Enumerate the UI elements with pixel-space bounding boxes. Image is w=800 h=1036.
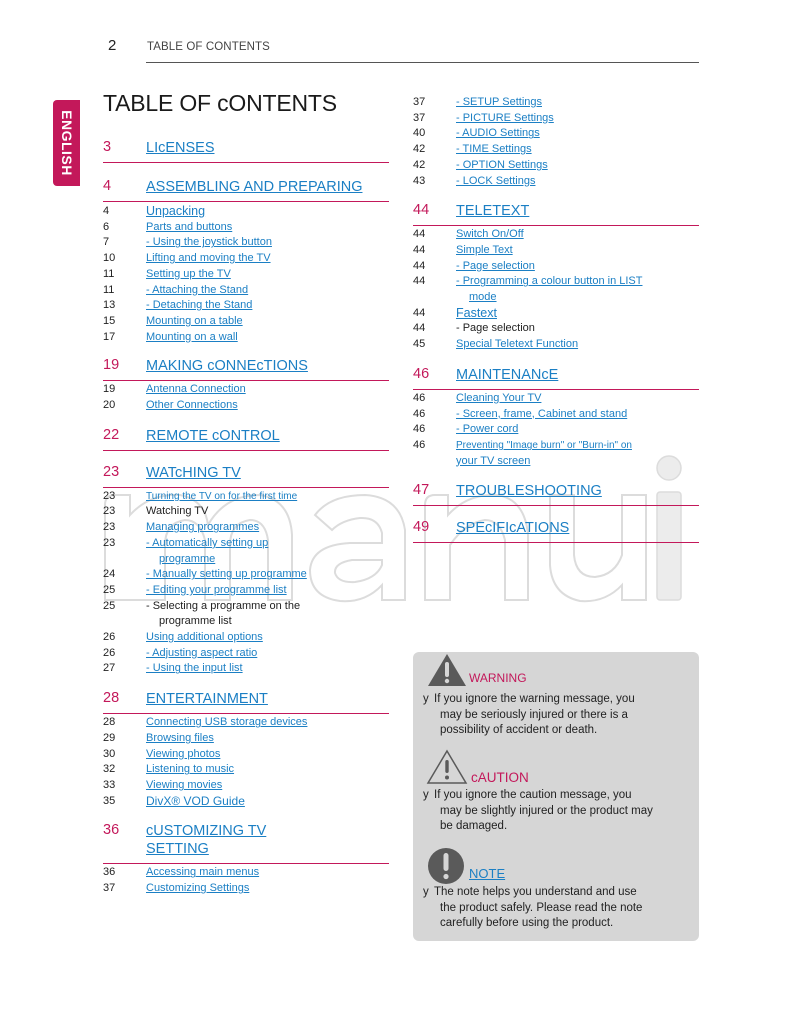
entry-link[interactable]: Unpacking — [146, 204, 206, 218]
entry-link[interactable]: - Manually setting up programme — [146, 568, 307, 581]
entry-text: - Selecting a programme on the — [146, 599, 301, 612]
toc-section-troubleshooting[interactable] — [413, 482, 699, 506]
toc-entry[interactable] — [413, 174, 699, 190]
note-text-line: the product safely. Please read the note — [440, 901, 643, 914]
entry-page-number: 44 — [413, 243, 426, 256]
entry-link[interactable]: Setting up the TV — [146, 267, 231, 280]
entry-text-continued: programme list — [159, 615, 232, 628]
entry-page-number: 37 — [413, 96, 426, 108]
toc-entry[interactable] — [103, 298, 389, 314]
running-title: TABLE OF CONTENTS — [147, 41, 270, 53]
toc-entry[interactable] — [103, 267, 389, 283]
toc-entry[interactable] — [103, 731, 389, 747]
continued-entries — [413, 95, 699, 189]
section-link[interactable]: ASSEMBLING AND PREPARING — [146, 179, 363, 195]
page-number: 2 — [108, 37, 117, 54]
entry-link[interactable]: Viewing movies — [146, 778, 223, 791]
entry-page-number: 19 — [103, 383, 116, 396]
section-link[interactable]: cUSTOMIZING TV SETTING — [146, 823, 267, 858]
entry-page-number: 26 — [103, 646, 116, 659]
caution-triangle-icon — [426, 749, 468, 785]
entry-link[interactable]: - PICTURE Settings — [456, 111, 554, 124]
toc-entry[interactable] — [103, 251, 389, 267]
toc-entry[interactable] — [413, 337, 699, 353]
entry-link[interactable]: - Automatically setting up — [146, 536, 269, 549]
entry-page-number: 37 — [413, 111, 426, 124]
language-tab — [53, 100, 80, 186]
toc-entry[interactable] — [103, 630, 389, 646]
entry-page-number: 33 — [103, 778, 116, 791]
section-link[interactable]: ENTERTAINMENT — [146, 691, 268, 708]
entry-link-continued[interactable]: mode — [469, 291, 497, 304]
toc-section-teletext — [413, 202, 699, 353]
toc-entry[interactable] — [103, 314, 389, 330]
toc-entry[interactable] — [103, 382, 389, 398]
entry-page-number: 11 — [103, 267, 115, 280]
entry-page-number: 6 — [103, 220, 110, 233]
section-page-number: 19 — [103, 357, 120, 374]
toc-entry — [413, 321, 699, 337]
section-link[interactable]: MAKING cONNEcTIONS — [146, 358, 308, 375]
caution-text-line: be damaged. — [440, 820, 508, 833]
language-tab-label: ENGLISH — [58, 110, 75, 176]
entry-page-number: 44 — [413, 306, 426, 319]
entry-page-number: 44 — [413, 259, 426, 272]
entry-link[interactable]: - Editing your programme list — [146, 583, 287, 596]
entry-link[interactable]: Customizing Settings — [146, 882, 250, 895]
entry-page-number: 4 — [103, 205, 110, 217]
bullet: y — [423, 789, 429, 801]
entry-page-number: 11 — [103, 283, 115, 296]
entry-page-number: 46 — [413, 438, 426, 451]
entry-link[interactable]: - Attaching the Stand — [146, 283, 249, 296]
entry-page-number: 44 — [413, 322, 426, 335]
toc-entry[interactable] — [103, 583, 389, 599]
toc-entry[interactable] — [103, 567, 389, 583]
section-page-number: 28 — [103, 690, 120, 707]
entry-page-number: 15 — [103, 314, 116, 327]
header-divider — [146, 62, 699, 63]
entry-link[interactable]: Mounting on a table — [146, 314, 243, 327]
note-text — [423, 885, 693, 932]
entry-page-number: 36 — [103, 866, 116, 879]
entry-link[interactable]: Listening to music — [146, 763, 235, 776]
caution-text — [423, 788, 693, 835]
entry-link[interactable]: DivX® VOD Guide — [146, 793, 245, 808]
entry-link[interactable]: Switch On/Off — [456, 228, 524, 241]
warning-text-line: may be seriously injured or there is a — [440, 708, 628, 721]
entry-link[interactable]: Simple Text — [456, 243, 513, 256]
toc-entry[interactable] — [103, 747, 389, 763]
toc-entry[interactable] — [413, 274, 699, 305]
entry-page-number: 44 — [413, 275, 426, 288]
section-link[interactable]: MAINTENANcE — [456, 366, 559, 383]
section-page-number: 4 — [103, 178, 112, 194]
entry-page-number: 23 — [103, 521, 116, 534]
entry-link[interactable]: Mounting on a wall — [146, 330, 238, 343]
entry-page-number: 20 — [103, 399, 116, 412]
note-label[interactable]: NOTE — [469, 866, 506, 881]
toc-entry[interactable] — [413, 227, 699, 243]
entry-page-number: 43 — [413, 174, 426, 187]
entry-link[interactable]: - Power cord — [456, 423, 519, 436]
toc-section-watching — [103, 464, 389, 677]
toc-entry[interactable] — [103, 794, 389, 810]
entry-page-number: 26 — [103, 631, 116, 644]
toc-entry[interactable] — [413, 306, 699, 322]
section-link[interactable]: REMOTE cONTROL — [146, 427, 280, 444]
entry-link[interactable]: - Programming a colour button in LIST — [456, 275, 643, 288]
entry-page-number: 29 — [103, 731, 116, 744]
entry-page-number: 23 — [103, 505, 116, 518]
entry-link[interactable]: - SETUP Settings — [456, 96, 542, 108]
entry-text: Watching TV — [146, 505, 209, 518]
entry-link[interactable]: Managing programmes — [146, 521, 260, 534]
entry-link[interactable]: - Detaching the Stand — [146, 299, 253, 312]
entry-link-continued[interactable]: programme — [159, 552, 216, 565]
entry-link[interactable]: - TIME Settings — [456, 143, 532, 156]
entry-link[interactable]: Browsing files — [146, 731, 214, 744]
toc-entry[interactable] — [103, 283, 389, 299]
exclamation-circle-icon — [427, 847, 465, 885]
section-page-number: 47 — [413, 482, 430, 499]
section-link[interactable]: SPEcIFIcATIONS — [456, 520, 570, 537]
entry-link[interactable]: Turning the TV on for the first time — [146, 490, 298, 502]
toc-section-maintenance — [413, 366, 699, 470]
section-link[interactable]: TROUBLESHOOTING — [456, 483, 602, 500]
section-page-number: 3 — [103, 139, 112, 155]
warning-text — [423, 692, 693, 739]
entry-page-number: 37 — [103, 882, 116, 895]
toc-entry[interactable] — [103, 398, 389, 414]
entry-page-number: 17 — [103, 330, 116, 343]
entry-link[interactable]: - Adjusting aspect ratio — [146, 646, 258, 659]
entry-page-number: 25 — [103, 599, 116, 612]
toc-entry[interactable] — [103, 489, 389, 505]
entry-link[interactable]: - AUDIO Settings — [456, 127, 540, 140]
toc-entry[interactable] — [413, 158, 699, 174]
toc-entry[interactable] — [413, 95, 699, 111]
entry-link-continued[interactable]: your TV screen — [456, 454, 531, 467]
section-page-number: 22 — [103, 426, 120, 443]
toc-entry[interactable] — [103, 881, 389, 897]
toc-section-specifications[interactable] — [413, 519, 699, 543]
toc-entry[interactable] — [413, 438, 699, 469]
entry-link[interactable]: - Screen, frame, Cabinet and stand — [456, 407, 628, 420]
bullet: y — [423, 886, 429, 898]
entry-link[interactable]: Lifting and moving the TV — [146, 252, 271, 265]
entry-link[interactable]: Preventing "Image burn" or "Burn-in" on — [456, 439, 632, 451]
toc-right-column — [413, 95, 699, 543]
toc-entry[interactable] — [103, 762, 389, 778]
toc-entry[interactable] — [413, 142, 699, 158]
entry-page-number: 28 — [103, 716, 116, 729]
entry-link[interactable]: Cleaning Your TV — [456, 391, 542, 404]
toc-entry[interactable] — [103, 536, 389, 567]
entry-page-number: 32 — [103, 763, 116, 776]
toc-entry[interactable] — [413, 407, 699, 423]
toc-entry[interactable] — [103, 661, 389, 677]
toc-section-connections — [103, 357, 389, 413]
warning-triangle-icon — [427, 653, 467, 687]
entry-link[interactable]: Fastext — [456, 305, 497, 320]
entry-link[interactable]: Accessing main menus — [146, 866, 260, 879]
toc-entry[interactable] — [103, 715, 389, 731]
entry-link[interactable]: Parts and buttons — [146, 220, 233, 233]
entry-link[interactable]: Viewing photos — [146, 747, 221, 760]
caution-label: cAUTION — [471, 770, 529, 785]
section-link[interactable]: WATcHING TV — [146, 464, 241, 481]
entry-page-number: 46 — [413, 423, 426, 436]
section-link[interactable]: LIcENSES — [146, 140, 215, 156]
entry-page-number: 46 — [413, 391, 426, 404]
toc-entry[interactable] — [103, 865, 389, 881]
warning-text-line: possibility of accident or death. — [440, 724, 598, 737]
entry-page-number: 23 — [103, 536, 116, 549]
entry-link[interactable]: - Using the input list — [146, 662, 243, 675]
entry-page-number: 30 — [103, 747, 116, 760]
entry-page-number: 40 — [413, 127, 426, 140]
entry-page-number: 27 — [103, 662, 116, 675]
toc-section-customizing — [103, 822, 389, 896]
toc-entry[interactable] — [103, 235, 389, 251]
section-link[interactable]: TELETEXT — [456, 203, 530, 220]
toc-section-licenses[interactable] — [103, 139, 389, 165]
toc-left-column — [103, 139, 389, 897]
section-page-number: 46 — [413, 365, 430, 382]
caution-text-line: If you ignore the caution message, you — [434, 789, 632, 801]
page-title: TABLE OF cONTENTS — [103, 90, 337, 116]
toc-entry[interactable] — [103, 220, 389, 236]
entry-page-number: 23 — [103, 489, 116, 502]
entry-page-number: 24 — [103, 568, 116, 581]
toc-entry[interactable] — [103, 330, 389, 346]
toc-section-assembling — [103, 178, 389, 345]
entry-page-number: 25 — [103, 583, 116, 596]
section-page-number: 36 — [103, 822, 120, 839]
entry-link[interactable]: Antenna Connection — [146, 383, 246, 396]
entry-link[interactable]: Using additional options — [146, 631, 263, 644]
entry-page-number: 45 — [413, 338, 426, 351]
entry-page-number: 46 — [413, 407, 426, 420]
section-page-number: 44 — [413, 202, 430, 219]
toc-entry[interactable] — [413, 391, 699, 407]
note-text-line: carefully before using the product. — [440, 917, 614, 930]
entry-page-number: 35 — [103, 794, 116, 807]
toc-entry[interactable] — [413, 243, 699, 259]
toc-entry[interactable] — [413, 111, 699, 127]
warning-text-line: If you ignore the warning message, you — [434, 693, 635, 705]
entry-link[interactable]: Other Connections — [146, 399, 238, 412]
section-page-number: 23 — [103, 463, 120, 480]
toc-entry[interactable] — [413, 259, 699, 275]
entry-page-number: 10 — [103, 252, 116, 265]
toc-entry[interactable] — [413, 422, 699, 438]
toc-entry[interactable] — [413, 126, 699, 142]
caution-text-line: may be slightly injured or the product may — [440, 804, 653, 817]
toc-entry — [103, 504, 389, 520]
section-page-number: 49 — [413, 519, 430, 536]
notice-legend-box — [413, 652, 699, 941]
entry-link[interactable]: - Page selection — [456, 259, 535, 272]
warning-label: WARNING — [469, 671, 527, 685]
toc-section-remote[interactable] — [103, 427, 389, 451]
entry-link[interactable]: Connecting USB storage devices — [146, 716, 308, 729]
entry-page-number: 44 — [413, 228, 426, 241]
bullet: y — [423, 693, 429, 705]
toc-section-entertainment — [103, 690, 389, 809]
toc-entry — [103, 599, 389, 630]
toc-entry[interactable] — [103, 778, 389, 794]
entry-page-number: 42 — [413, 158, 426, 171]
entry-link[interactable]: - OPTION Settings — [456, 158, 548, 171]
entry-text: - Page selection — [456, 322, 535, 335]
entry-page-number: 7 — [103, 236, 110, 249]
toc-entry[interactable] — [103, 520, 389, 536]
entry-page-number: 13 — [103, 299, 116, 312]
entry-page-number: 42 — [413, 143, 426, 156]
entry-link[interactable]: - LOCK Settings — [456, 174, 536, 187]
toc-entry[interactable] — [103, 646, 389, 662]
toc-entry[interactable] — [103, 204, 389, 220]
entry-link[interactable]: - Using the joystick button — [146, 236, 272, 249]
entry-link[interactable]: Special Teletext Function — [456, 338, 579, 351]
note-text-line: The note helps you understand and use — [434, 886, 637, 898]
